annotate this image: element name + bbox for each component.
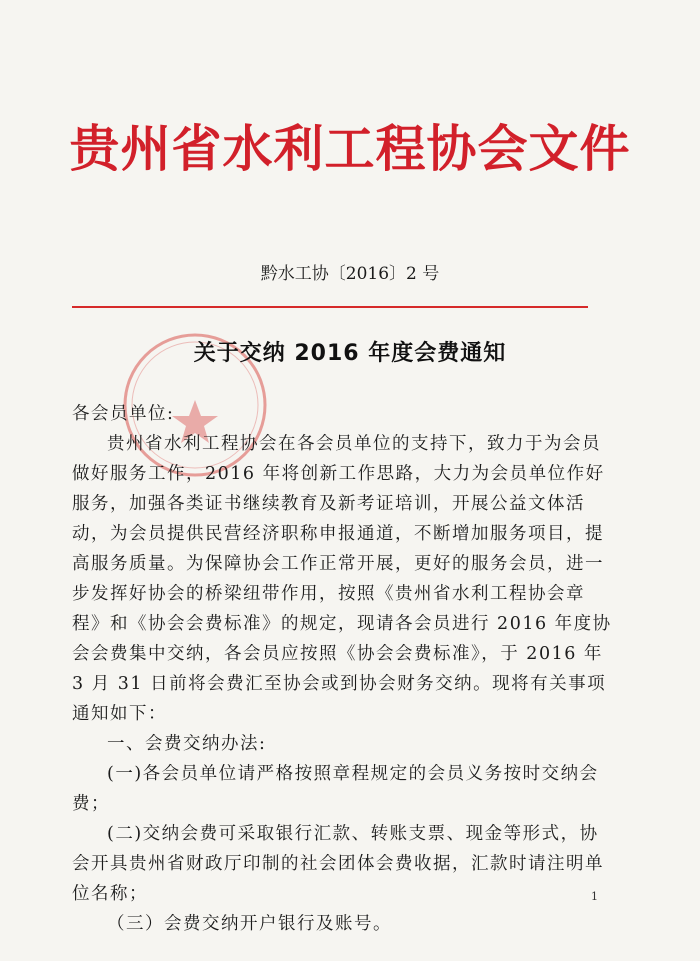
- page-number: 1: [591, 890, 598, 903]
- document-number: 黔水工协〔2016〕2 号: [260, 264, 440, 284]
- notice-body: [72, 399, 612, 939]
- notice-title: 关于交纳 2016 年度会费通知: [193, 341, 507, 366]
- intro-paragraph: 贵州省水利工程协会在各会员单位的支持下，致力于为会员做好服务工作，2016 年将创新工作思路，大力为会员单位作好服务，加强各类证书继续教育及新考证培训，开展公益文体活动，为会员提供民营经济职称申报通道，不断增加服务项目，提高服务质量。为保障协会工作正常开展，更好的服务会员，进一步发挥好协会的桥梁纽带作用，按照《贵州省水利工程协会章程》和《协会会费标准》的规定，现请各会员进行 2016 年度协会会费集中交纳，各会员应按照《协会会费标准》，于 2016 年 3 月 31 日前将会费汇至协会或到协会财务交纳。现将有关事项通知如下：: [72, 434, 612, 724]
- list-item: (二)交纳会费可采取银行汇款、转账支票、现金等形式，协会开具贵州省财政厅印制的社会团体会费收据，汇款时请注明单位名称；: [72, 824, 604, 904]
- salutation: 各会员单位:: [72, 404, 175, 424]
- list-item: (一)各会员单位请严格按照章程规定的会员义务按时交纳会费；: [72, 764, 599, 814]
- list-item: （三）会费交纳开户银行及账号。: [107, 914, 392, 934]
- red-separator-line: [72, 306, 588, 308]
- org-document-header: 贵州省水利工程协会文件: [69, 120, 631, 178]
- section-heading: 一、会费交纳办法:: [107, 734, 267, 754]
